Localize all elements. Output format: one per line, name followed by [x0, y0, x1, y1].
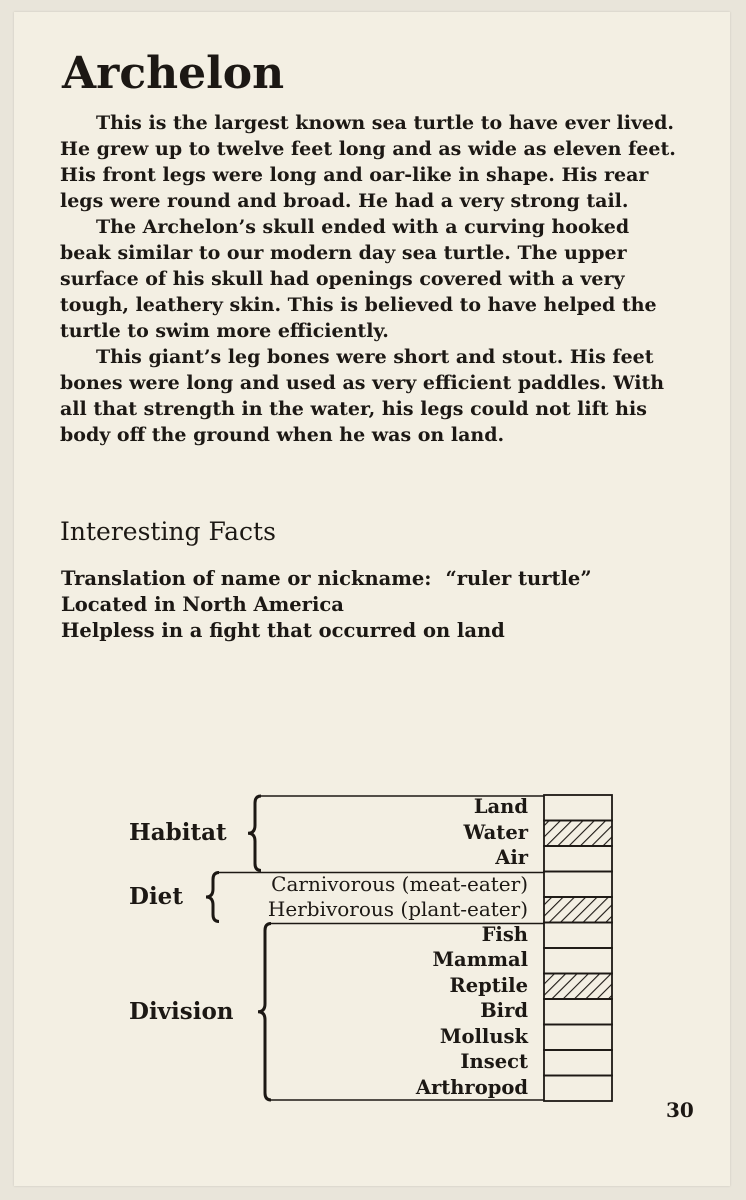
empty-box: [544, 795, 612, 821]
empty-box: [544, 1050, 612, 1076]
checked-box: [544, 974, 612, 1000]
group-label-habitat: Habitat: [129, 819, 227, 847]
category-label: Carnivorous (meat-eater): [271, 871, 528, 896]
description-paragraph: The Archelon’s skull ended with a curving hooked beak similar to our modern day sea turtle. The upper surface of his skull had openings covered with a very tough, leathery skin. This is believed to have helped the turtle to swim more efficiently.: [60, 216, 657, 342]
facts-heading: Interesting Facts: [60, 517, 276, 546]
category-label: Land: [473, 795, 528, 818]
category-label: Herbivorous (plant-eater): [267, 897, 528, 921]
category-label: Insect: [460, 1050, 528, 1073]
group-label-diet: Diet: [129, 883, 183, 910]
empty-box: [544, 846, 612, 872]
brace-habitat: [248, 796, 261, 871]
fact-text: Located in North America: [61, 593, 344, 616]
empty-box: [544, 999, 612, 1025]
fact-quote: “ruler turtle”: [445, 567, 592, 590]
brace-diet: [206, 873, 219, 922]
category-label: Fish: [481, 922, 528, 946]
empty-box: [544, 948, 612, 974]
category-label: Mammal: [432, 948, 528, 971]
checked-box: [544, 821, 612, 847]
category-label: Air: [495, 846, 528, 869]
page-title: Archelon: [62, 48, 285, 99]
empty-box: [544, 1076, 612, 1102]
category-label: Water: [463, 820, 528, 844]
empty-box: [544, 872, 612, 898]
brace-division: [258, 924, 271, 1101]
empty-box: [544, 923, 612, 949]
description-paragraph: This is the largest known sea turtle to have ever lived. He grew up to twelve feet long and as wide as eleven feet. His front legs were long and oar-like in shape. His rear legs were round and broad. He had a very strong tail.: [60, 112, 676, 212]
page-number: 30: [666, 1098, 694, 1122]
category-label: Bird: [480, 999, 528, 1022]
fact-text: Helpless in a fight that occurred on land: [61, 619, 505, 642]
checked-box: [544, 897, 612, 923]
category-label: Reptile: [449, 973, 528, 997]
empty-box: [544, 1025, 612, 1051]
category-label: Arthropod: [415, 1075, 528, 1099]
group-label-division: Division: [129, 997, 234, 1025]
category-label: Mollusk: [439, 1024, 528, 1048]
fact-text: Translation of name or nickname:: [61, 567, 432, 590]
description-paragraph: This giant’s leg bones were short and stout. His feet bones were long and used as very efficient paddles. With all that strength in the water, his legs could not lift his body off the ground when he was on land.: [60, 346, 665, 446]
